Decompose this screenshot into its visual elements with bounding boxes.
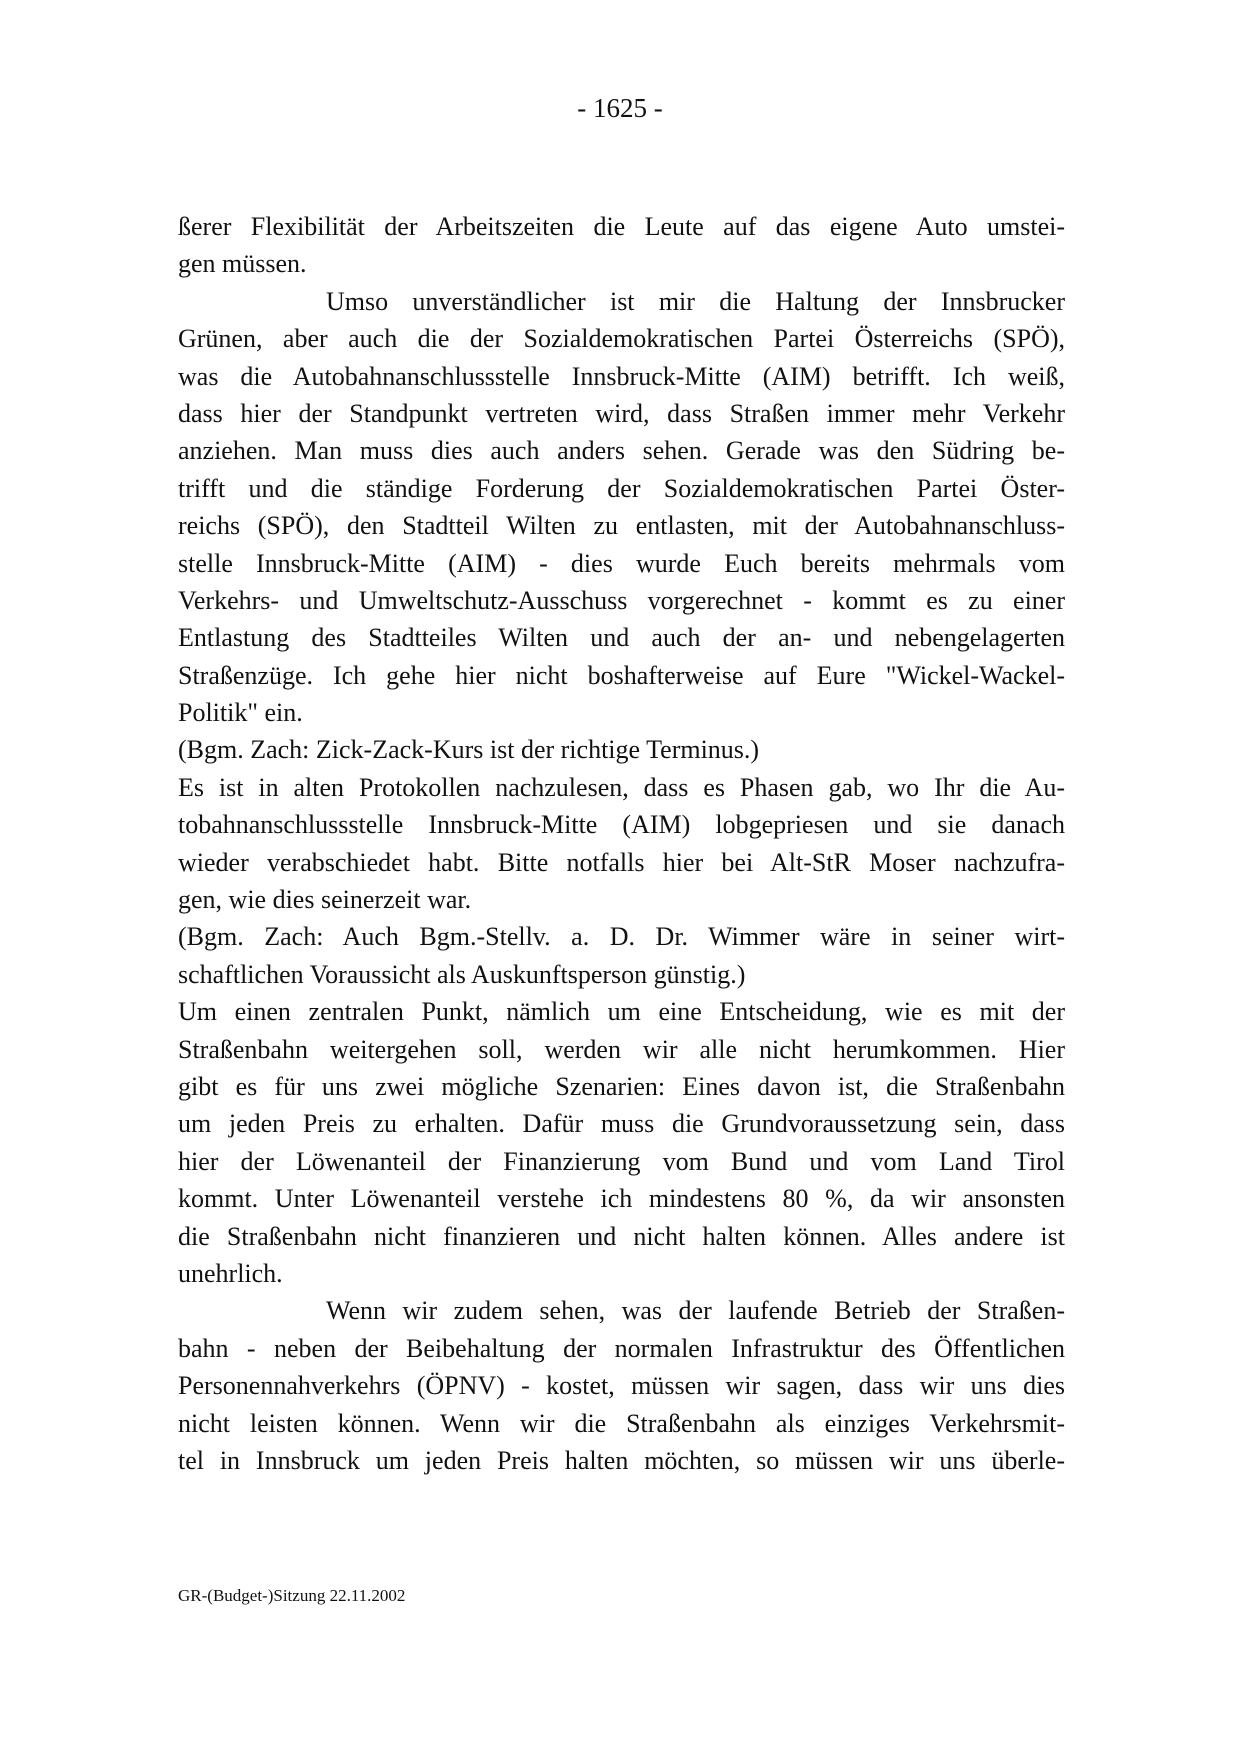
text-line: ßerer Flexibilität der Arbeitszeiten die Leute auf das eigene Auto umstei- xyxy=(178,212,1065,241)
text-line: hier der Löwenanteil der Finanzierung vom Bund und vom Land Tirol xyxy=(178,1146,1065,1176)
text-line: trifft und die ständige Forderung der Sozialdemokratischen Partei Öster- xyxy=(178,473,1065,503)
text-line: tel in Innsbruck um jeden Preis halten möchten, so müssen wir uns überle- xyxy=(178,1445,1065,1475)
text-line: schaftlichen Voraussicht als Auskunftsperson günstig.) xyxy=(178,959,746,989)
text-line: gibt es für uns zwei mögliche Szenarien: Eines davon ist, die Straßenbahn xyxy=(178,1071,1065,1101)
text-line: dass hier der Standpunkt vertreten wird, dass Straßen immer mehr Verkehr xyxy=(178,398,1065,428)
text-line: bahn - neben der Beibehaltung der normalen Infrastruktur des Öffentlichen xyxy=(178,1333,1065,1363)
text-line: was die Autobahnanschlussstelle Innsbruck-Mitte (AIM) betrifft. Ich weiß, xyxy=(178,361,1065,391)
text-line: gen, wie dies seinerzeit war. xyxy=(178,885,472,915)
text-line: um jeden Preis zu erhalten. Dafür muss die Grundvoraussetzung sein, dass xyxy=(178,1109,1065,1139)
text-line: Entlastung des Stadtteiles Wilten und auch der an- und nebengelagerten xyxy=(178,623,1065,653)
text-line: Grünen, aber auch die der Sozialdemokratischen Partei Österreichs (SPÖ), xyxy=(178,324,1065,354)
text-line: kommt. Unter Löwenanteil verstehe ich mindestens 80 %, da wir ansonsten xyxy=(178,1184,1065,1214)
text-line: Verkehrs- und Umweltschutz-Ausschuss vorgerechnet - kommt es zu einer xyxy=(178,585,1065,615)
text-line: Politik" ein. xyxy=(178,698,303,728)
text-line: reichs (SPÖ), den Stadtteil Wilten zu entlasten, mit der Autobahnanschluss- xyxy=(178,511,1065,541)
text-line: stelle Innsbruck-Mitte (AIM) - dies wurde Euch bereits mehrmals vom xyxy=(178,548,1065,578)
text-line: wieder verabschiedet habt. Bitte notfalls hier bei Alt-StR Moser nachzufra- xyxy=(178,847,1065,877)
text-line: Es ist in alten Protokollen nachzulesen, dass es Phasen gab, wo Ihr die Au- xyxy=(178,772,1065,802)
text-line: Umso unverständlicher ist mir die Haltung der Innsbrucker xyxy=(326,286,1065,316)
text-line: Straßenzüge. Ich gehe hier nicht boshafterweise auf Eure "Wickel-Wackel- xyxy=(178,660,1065,690)
page-number: - 1625 - xyxy=(577,93,663,123)
text-line: die Straßenbahn nicht finanzieren und nicht halten können. Alles andere ist xyxy=(178,1221,1065,1251)
text-line: gen müssen. xyxy=(178,249,307,279)
text-line: Straßenbahn weitergehen soll, werden wir alle nicht herumkommen. Hier xyxy=(178,1034,1065,1064)
text-line: unehrlich. xyxy=(178,1258,283,1288)
text-line: Personennahverkehrs (ÖPNV) - kostet, müssen wir sagen, dass wir uns dies xyxy=(178,1371,1065,1401)
footer-session-info: GR-(Budget-)Sitzung 22.11.2002 xyxy=(178,1586,406,1605)
body-text xyxy=(178,208,1065,1479)
text-line: (Bgm. Zach: Zick-Zack-Kurs ist der richtige Terminus.) xyxy=(178,735,760,765)
text-line: Um einen zentralen Punkt, nämlich um eine Entscheidung, wie es mit der xyxy=(178,997,1065,1027)
text-line: nicht leisten können. Wenn wir die Straßenbahn als einziges Verkehrsmit- xyxy=(178,1408,1065,1438)
text-line: Wenn wir zudem sehen, was der laufende Betrieb der Straßen- xyxy=(326,1296,1065,1326)
text-line: (Bgm. Zach: Auch Bgm.-Stellv. a. D. Dr. Wimmer wäre in seiner wirt- xyxy=(178,922,1065,952)
text-line: anziehen. Man muss dies auch anders sehen. Gerade was den Südring be- xyxy=(178,436,1065,466)
text-line: tobahnanschlussstelle Innsbruck-Mitte (AIM) lobgepriesen und sie danach xyxy=(178,810,1065,840)
